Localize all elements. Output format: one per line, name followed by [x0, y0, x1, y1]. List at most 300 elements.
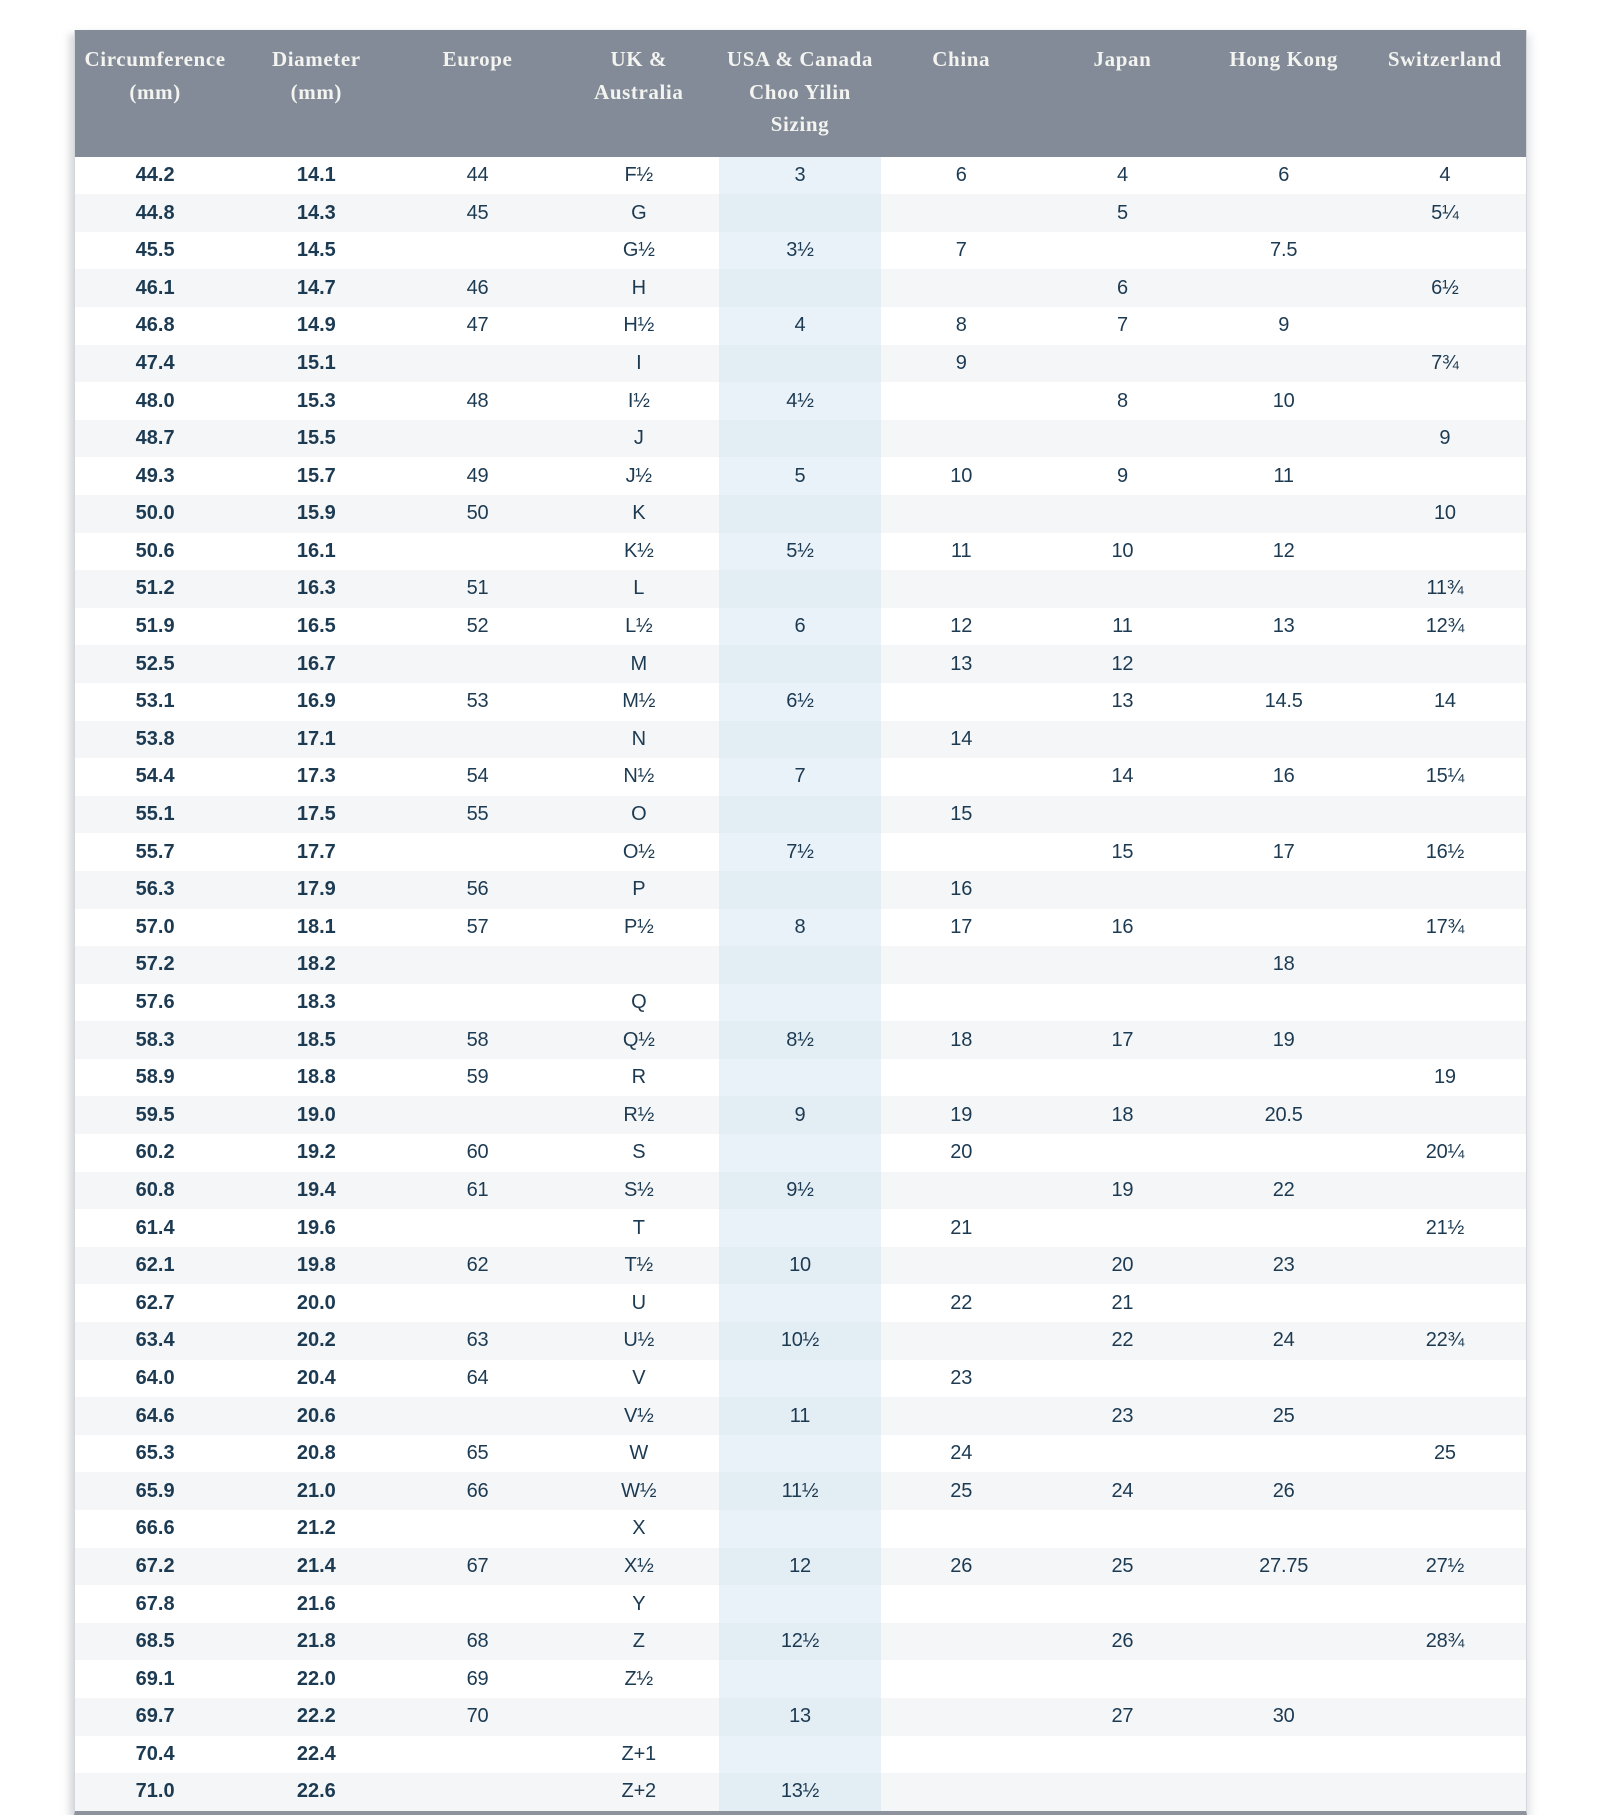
cell: H½ — [623, 314, 655, 337]
cell: 63 — [466, 1329, 489, 1352]
table-row — [75, 1773, 1526, 1811]
cell — [881, 1510, 1042, 1548]
cell — [1364, 1096, 1525, 1134]
ring-size-conversion-table — [74, 30, 1527, 1815]
cell: 49 — [466, 464, 489, 487]
cell — [1042, 420, 1203, 458]
cell — [397, 984, 558, 1022]
cell: 62 — [466, 1254, 489, 1277]
cell — [881, 495, 1042, 533]
cell — [1042, 1059, 1203, 1097]
cell: 6 — [719, 608, 880, 646]
cell: 59.5 — [135, 1103, 175, 1126]
cell: 21.6 — [296, 1592, 336, 1615]
table-row — [75, 1172, 1526, 1210]
table-row — [75, 570, 1526, 608]
table-row — [75, 1096, 1526, 1134]
cell: N — [631, 727, 646, 750]
table-row — [75, 345, 1526, 383]
cell — [1203, 796, 1364, 834]
column-header-hong-kong: Hong Kong — [1229, 47, 1338, 71]
cell: I — [636, 351, 642, 374]
cell: 50 — [466, 502, 489, 525]
cell — [719, 1284, 880, 1322]
cell — [397, 946, 558, 984]
cell — [397, 420, 558, 458]
cell: 4½ — [719, 382, 880, 420]
cell: 16 — [1111, 915, 1134, 938]
cell: 20.0 — [296, 1291, 336, 1314]
cell: 19.2 — [296, 1141, 336, 1164]
cell — [1364, 1284, 1525, 1322]
cell: 20.8 — [296, 1442, 336, 1465]
cell: 15.1 — [296, 351, 336, 374]
cell: 22¾ — [1425, 1329, 1465, 1352]
cell — [719, 946, 880, 984]
cell: 14.7 — [296, 276, 336, 299]
cell — [1203, 1660, 1364, 1698]
table-row — [75, 984, 1526, 1022]
cell: 21 — [1111, 1291, 1134, 1314]
cell: 65.9 — [135, 1479, 175, 1502]
cell: 13 — [719, 1698, 880, 1736]
table-row — [75, 645, 1526, 683]
cell: 57.6 — [135, 991, 175, 1013]
cell: 7.5 — [1270, 239, 1298, 262]
cell: J — [633, 427, 644, 450]
cell: 46 — [466, 276, 489, 299]
cell: 4 — [1439, 163, 1451, 186]
column-header-europe: Europe — [442, 47, 513, 71]
cell: 16.1 — [296, 539, 336, 562]
cell — [1364, 1021, 1525, 1059]
cell — [1364, 457, 1525, 495]
cell — [1203, 1284, 1364, 1322]
cell — [1203, 570, 1364, 608]
cell — [1203, 1134, 1364, 1172]
cell — [719, 420, 880, 458]
cell: 47.4 — [135, 351, 175, 374]
table-row — [75, 608, 1526, 646]
cell: 48 — [466, 389, 489, 412]
cell: 66 — [466, 1479, 489, 1502]
cell: 60.8 — [135, 1178, 175, 1201]
cell — [1364, 1660, 1525, 1698]
cell: 19 — [1111, 1178, 1134, 1201]
cell — [1042, 570, 1203, 608]
cell: H — [631, 276, 646, 299]
cell: 58.9 — [135, 1066, 175, 1089]
cell — [1364, 1397, 1525, 1435]
cell — [1042, 232, 1203, 270]
cell: 9½ — [719, 1172, 880, 1210]
cell — [881, 683, 1042, 721]
cell: 58.3 — [135, 1028, 175, 1051]
cell — [558, 946, 719, 984]
cell — [1042, 946, 1203, 984]
cell — [719, 1736, 880, 1774]
cell: 8 — [1116, 389, 1128, 412]
cell — [1042, 1736, 1203, 1774]
cell: 23 — [950, 1366, 973, 1389]
cell — [1364, 871, 1525, 909]
cell: 14.1 — [296, 163, 336, 186]
cell: 49.3 — [135, 464, 175, 487]
cell: R½ — [623, 1103, 655, 1126]
cell — [881, 758, 1042, 796]
cell — [397, 1397, 558, 1435]
cell: 69.1 — [135, 1667, 175, 1690]
cell: 7 — [1116, 314, 1128, 337]
cell: W — [629, 1442, 649, 1465]
cell: 56 — [466, 878, 489, 901]
cell: 17 — [950, 915, 973, 938]
cell: O — [631, 803, 647, 826]
table-row — [75, 1360, 1526, 1398]
table-body — [75, 157, 1526, 1811]
cell — [1203, 909, 1364, 947]
cell — [1364, 1773, 1525, 1811]
table-row — [75, 533, 1526, 571]
cell: 69 — [466, 1667, 489, 1690]
cell — [881, 1059, 1042, 1097]
cell — [719, 1360, 880, 1398]
cell — [719, 570, 880, 608]
cell: O½ — [622, 840, 655, 863]
cell: 9 — [955, 351, 967, 374]
cell: 8½ — [719, 1021, 880, 1059]
table-row — [75, 269, 1526, 307]
cell: L½ — [625, 615, 653, 638]
cell: 16.7 — [296, 652, 336, 675]
column-header-usa-canada-choo-yilin-sizing: USA & Canada Choo Yilin Sizing — [726, 47, 874, 137]
cell — [1364, 382, 1525, 420]
table-row — [75, 1698, 1526, 1736]
cell: 10 — [1111, 539, 1134, 562]
cell: 21 — [950, 1216, 973, 1239]
cell: 5 — [719, 457, 880, 495]
cell: 47 — [466, 314, 489, 337]
cell — [1042, 495, 1203, 533]
cell: 16 — [950, 878, 973, 901]
cell — [1203, 645, 1364, 683]
cell: 20.4 — [296, 1366, 336, 1389]
cell: S½ — [623, 1178, 654, 1201]
table-row — [75, 796, 1526, 834]
cell: 14.5 — [296, 239, 336, 262]
cell: 11 — [951, 539, 972, 562]
cell: 18.5 — [296, 1028, 336, 1051]
cell: M½ — [622, 690, 656, 713]
cell: 10 — [1433, 502, 1456, 525]
cell — [397, 1284, 558, 1322]
cell — [1364, 533, 1525, 571]
cell — [397, 1510, 558, 1548]
cell — [1203, 345, 1364, 383]
cell: 23 — [1111, 1404, 1134, 1427]
cell: 56.3 — [135, 878, 175, 901]
cell: 25 — [1433, 1442, 1456, 1465]
cell — [881, 946, 1042, 984]
cell: 26 — [1111, 1630, 1134, 1653]
cell: 22 — [1272, 1178, 1295, 1201]
cell: 16 — [1272, 765, 1295, 788]
cell: 44.2 — [135, 163, 175, 186]
cell: 18 — [950, 1028, 973, 1051]
cell — [719, 269, 880, 307]
cell: 67 — [466, 1554, 489, 1577]
cell — [719, 1209, 880, 1247]
cell: 15.5 — [296, 427, 336, 450]
cell — [1364, 1585, 1525, 1623]
table-row — [75, 1284, 1526, 1322]
cell: 60.2 — [135, 1141, 175, 1164]
cell: 25 — [950, 1479, 973, 1502]
table-row — [75, 194, 1526, 232]
cell: 57 — [466, 915, 489, 938]
cell: P — [632, 878, 646, 901]
table-row — [75, 909, 1526, 947]
cell: G — [631, 201, 647, 224]
cell: 21.4 — [296, 1554, 336, 1577]
table-row — [75, 1322, 1526, 1360]
cell: 15¼ — [1425, 765, 1465, 788]
cell: 19 — [1272, 1028, 1295, 1051]
cell — [397, 1585, 558, 1623]
cell — [1042, 984, 1203, 1022]
cell: 15 — [950, 803, 973, 826]
cell: 16.5 — [296, 615, 336, 638]
cell: P½ — [623, 915, 654, 938]
cell — [881, 1660, 1042, 1698]
cell — [397, 1096, 558, 1134]
table-row — [75, 1660, 1526, 1698]
cell: 18.8 — [296, 1066, 336, 1089]
cell — [719, 1585, 880, 1623]
cell: 20.2 — [296, 1329, 336, 1352]
table-row — [75, 457, 1526, 495]
cell: 27 — [1111, 1705, 1134, 1728]
cell: 30 — [1272, 1705, 1295, 1728]
table-row — [75, 946, 1526, 984]
cell: 20¼ — [1425, 1141, 1465, 1164]
cell: 20.5 — [1264, 1103, 1303, 1126]
cell: S — [632, 1141, 646, 1164]
cell — [1042, 796, 1203, 834]
cell — [881, 1773, 1042, 1811]
cell: 44 — [466, 163, 489, 186]
cell: Z½ — [624, 1667, 654, 1690]
cell: I½ — [627, 389, 650, 412]
cell: 19.8 — [296, 1254, 336, 1277]
cell: 23 — [1272, 1254, 1295, 1277]
cell: 19.4 — [296, 1178, 336, 1201]
cell: 15.3 — [296, 389, 336, 412]
cell — [1203, 721, 1364, 759]
cell — [1364, 1736, 1525, 1774]
cell — [1364, 796, 1525, 834]
cell: U½ — [623, 1329, 655, 1352]
cell — [719, 1059, 880, 1097]
cell: 12 — [1272, 539, 1295, 562]
cell — [881, 984, 1042, 1022]
cell — [881, 1623, 1042, 1661]
cell: 4 — [1116, 163, 1128, 186]
cell — [397, 645, 558, 683]
cell: 24 — [950, 1442, 973, 1465]
cell: 11 — [1112, 615, 1133, 638]
cell: 7¾ — [1431, 351, 1459, 374]
cell — [1042, 1360, 1203, 1398]
cell — [1364, 1510, 1525, 1548]
cell — [1203, 871, 1364, 909]
cell: 3½ — [719, 232, 880, 270]
cell: 12¾ — [1425, 615, 1465, 638]
cell: 52.5 — [135, 652, 175, 675]
cell: 44.8 — [135, 201, 175, 224]
table-row — [75, 420, 1526, 458]
cell: 16.9 — [296, 690, 336, 713]
cell — [1364, 232, 1525, 270]
cell: 13½ — [719, 1773, 880, 1811]
cell: 60 — [466, 1141, 489, 1164]
cell: 22.4 — [296, 1742, 336, 1765]
cell: 3 — [719, 157, 880, 195]
cell: X — [632, 1517, 646, 1540]
cell: 45.5 — [135, 239, 175, 262]
cell — [1203, 420, 1364, 458]
cell: 51 — [466, 577, 489, 600]
cell: 6½ — [1431, 276, 1459, 299]
cell: 62.7 — [135, 1291, 175, 1314]
cell: 10½ — [719, 1322, 880, 1360]
cell — [1364, 984, 1525, 1022]
table-row — [75, 1548, 1526, 1586]
cell — [1203, 1360, 1364, 1398]
cell: 14 — [1433, 690, 1456, 713]
column-header-circumference-mm: Circumference (mm) — [84, 47, 226, 104]
cell: 17¾ — [1425, 915, 1465, 938]
table-row — [75, 1247, 1526, 1285]
cell: 21.2 — [296, 1517, 336, 1540]
cell: 7 — [719, 758, 880, 796]
cell: 9 — [1439, 427, 1451, 450]
cell — [1203, 194, 1364, 232]
cell: V½ — [623, 1404, 654, 1427]
cell — [1364, 1698, 1525, 1736]
cell: 67.8 — [135, 1592, 175, 1615]
cell: 17 — [1111, 1028, 1134, 1051]
cell: 17.1 — [296, 727, 336, 750]
cell — [1203, 1773, 1364, 1811]
cell: 8 — [719, 909, 880, 947]
cell — [397, 833, 558, 871]
cell — [1203, 1736, 1364, 1774]
cell: 17.9 — [296, 878, 336, 901]
cell: 16½ — [1425, 840, 1465, 863]
cell: Q — [631, 991, 647, 1013]
cell: 14.9 — [296, 314, 336, 337]
cell — [1203, 1585, 1364, 1623]
cell: R — [631, 1066, 646, 1089]
cell — [719, 1510, 880, 1548]
cell: 16.3 — [296, 577, 336, 600]
cell: 22 — [950, 1291, 973, 1314]
cell: 70.4 — [135, 1742, 175, 1765]
cell: 18 — [1111, 1103, 1134, 1126]
table-row — [75, 683, 1526, 721]
cell: 17.7 — [296, 840, 336, 863]
cell: 27½ — [1425, 1554, 1465, 1577]
cell — [719, 345, 880, 383]
cell: 65 — [466, 1442, 489, 1465]
cell: 70 — [466, 1705, 489, 1728]
cell: 57.0 — [135, 915, 175, 938]
cell — [1042, 1660, 1203, 1698]
cell: L — [633, 577, 645, 600]
cell: 71.0 — [135, 1780, 175, 1803]
table-row — [75, 1623, 1526, 1661]
cell: 64.0 — [135, 1366, 175, 1389]
table-row — [75, 232, 1526, 270]
cell: T — [632, 1216, 645, 1239]
cell: 48.7 — [135, 427, 175, 450]
table-row — [75, 307, 1526, 345]
table-row — [75, 1397, 1526, 1435]
table-row — [75, 758, 1526, 796]
table-row — [75, 1510, 1526, 1548]
cell — [881, 194, 1042, 232]
cell — [881, 420, 1042, 458]
table-row — [75, 1134, 1526, 1172]
table-row — [75, 1021, 1526, 1059]
cell: M — [630, 652, 647, 675]
cell: X½ — [623, 1554, 654, 1577]
cell — [1042, 1585, 1203, 1623]
cell: 22 — [1111, 1329, 1134, 1352]
column-header-uk-australia: UK & Australia — [594, 47, 684, 104]
cell: 54 — [466, 765, 489, 788]
cell: 68.5 — [135, 1630, 175, 1653]
table-header-row — [75, 30, 1526, 157]
cell — [1364, 645, 1525, 683]
cell: 64 — [466, 1366, 489, 1389]
cell: 5½ — [719, 533, 880, 571]
cell — [719, 871, 880, 909]
cell — [881, 269, 1042, 307]
cell: 66.6 — [135, 1517, 175, 1540]
cell: 45 — [466, 201, 489, 224]
cell: Z+1 — [621, 1742, 656, 1765]
cell — [1042, 871, 1203, 909]
table-row — [75, 1472, 1526, 1510]
cell — [397, 1736, 558, 1774]
cell: 6 — [955, 163, 967, 186]
cell: 53.1 — [135, 690, 175, 713]
cell: 25 — [1272, 1404, 1295, 1427]
cell — [397, 1773, 558, 1811]
cell: 10 — [719, 1247, 880, 1285]
cell — [397, 345, 558, 383]
cell: 53.8 — [135, 727, 175, 750]
table-row — [75, 721, 1526, 759]
cell — [1042, 1773, 1203, 1811]
cell — [397, 232, 558, 270]
cell — [1042, 1510, 1203, 1548]
cell — [719, 984, 880, 1022]
cell: 46.8 — [135, 314, 175, 337]
cell — [719, 1134, 880, 1172]
